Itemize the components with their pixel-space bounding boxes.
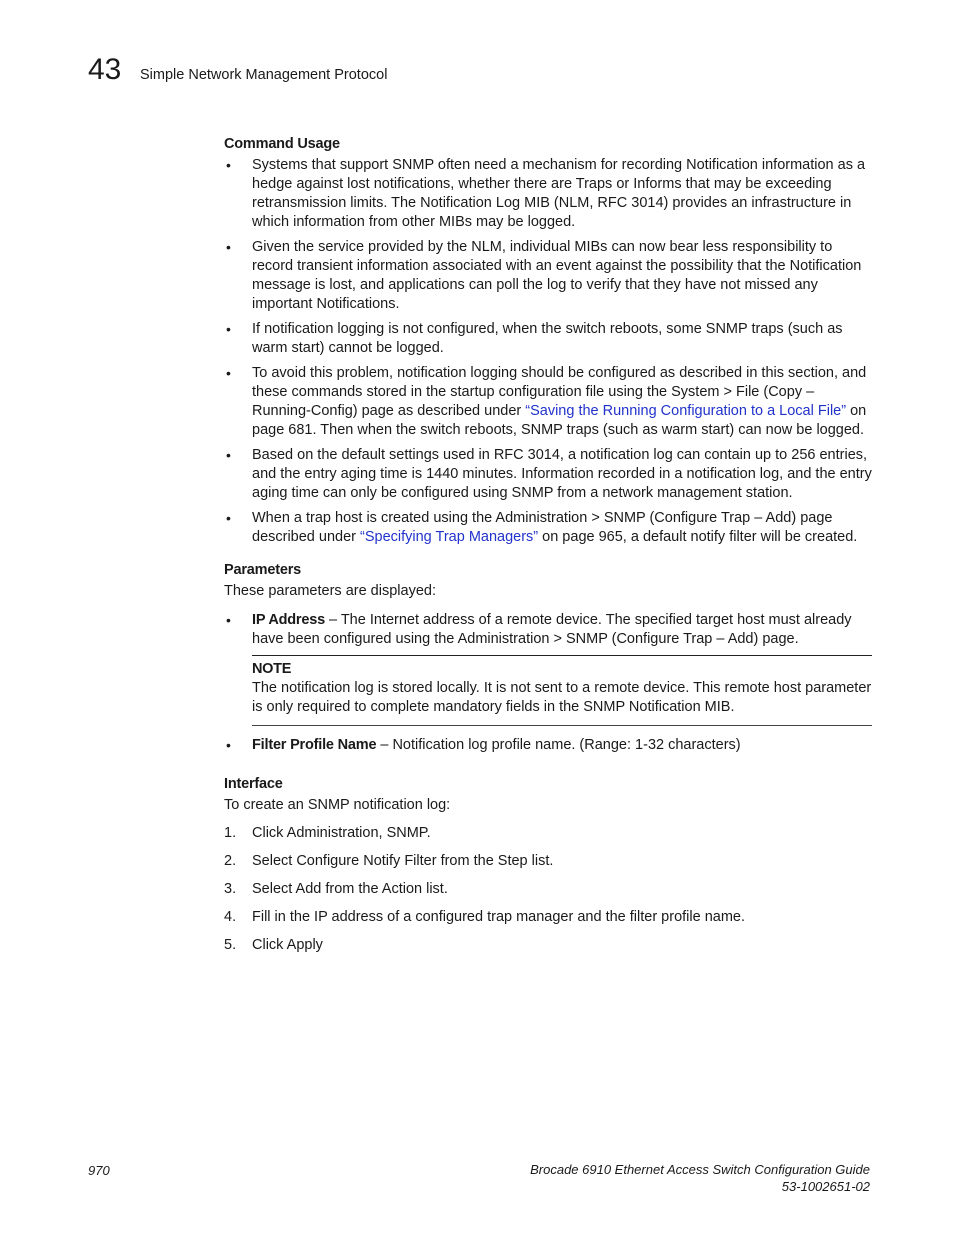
parameters-heading: Parameters [224, 562, 301, 578]
chapter-title: Simple Network Management Protocol [140, 67, 388, 83]
guide-title: Brocade 6910 Ethernet Access Switch Configuration Guide [530, 1162, 870, 1177]
interface-steps [224, 824, 872, 955]
link-specifying-trap-managers[interactable]: “Specifying Trap Managers” [360, 529, 539, 545]
parameters-intro: These parameters are displayed: [224, 583, 436, 599]
link-saving-running-config[interactable]: “Saving the Running Configuration to a Local File” [525, 403, 847, 419]
note-box [252, 655, 872, 726]
bullet-icon: • [226, 321, 231, 337]
list-item: • Filter Profile Name – Notification log profile name. (Range: 1-32 characters) [226, 737, 741, 753]
doc-number: 53-1002651-02 [781, 1179, 870, 1194]
footer-doc-info [530, 1161, 870, 1195]
bullet-icon: • [226, 510, 231, 526]
chapter-number: 43 [88, 53, 122, 86]
command-usage-list [224, 156, 872, 547]
note-label: NOTE [252, 661, 292, 677]
parameters-list [224, 611, 872, 649]
list-item: • When a trap host is created using the Administration > SNMP (Configure Trap – Add) page described under “Specifying Trap Managers” on page 965, a default notify filter will be created. [226, 510, 858, 545]
bullet-icon: • [226, 239, 231, 255]
interface-intro: To create an SNMP notification log: [224, 797, 451, 813]
list-item: 1. Click Administration, SNMP. [224, 825, 431, 841]
bullet-icon: • [226, 612, 231, 628]
bullet-icon: • [226, 157, 231, 173]
list-item: • If notification logging is not configured, when the switch reboots, some SNMP traps (such as warm start) cannot be logged. [226, 321, 843, 356]
parameters-list-continued [224, 736, 872, 755]
list-item: • Based on the default settings used in RFC 3014, a notification log can contain up to 256 entries, and the entry aging time is 1440 minutes. Information recorded in a notification log, and the entry aging time can only be configured using SNMP from a network management station. [226, 447, 872, 501]
list-item: • Given the service provided by the NLM, individual MIBs can now bear less responsibility to record transient information associated with an event against the possibility that the Notification message is lost, and applications can poll the log to verify that they have not missed any important Notifications. [226, 239, 862, 312]
param-term: Filter Profile Name [252, 737, 377, 753]
list-item: • To avoid this problem, notification logging should be configured as described in this section, and these commands stored in the startup configuration file using the System > File (Copy – Running-Config) page as described under “Saving the Running Configuration to a Local File” on page 681. Then when the switch reboots, SNMP traps (such as warm start) can now be logged. [226, 365, 867, 438]
list-item: 5. Click Apply [224, 937, 323, 953]
page-content [224, 135, 872, 964]
list-item: • Systems that support SNMP often need a mechanism for recording Notification information as a hedge against lost notifications, whether there are Traps or Informs that may be exceeding retransmission limits. The Notification Log MIB (NLM, RFC 3014) provides an infrastructure in which information from other MIBs may be logged. [226, 157, 866, 230]
note-text: The notification log is stored locally. It is not sent to a remote device. This remote host parameter is only required to complete mandatory fields in the SNMP Notification MIB. [252, 680, 872, 715]
list-item: 4. Fill in the IP address of a configured trap manager and the filter profile name. [224, 909, 746, 925]
page-number: 970 [88, 1163, 110, 1178]
bullet-icon: • [226, 737, 231, 753]
list-item: 2. Select Configure Notify Filter from the Step list. [224, 853, 554, 869]
param-term: IP Address [252, 612, 325, 628]
command-usage-heading: Command Usage [224, 136, 340, 152]
list-item: 3. Select Add from the Action list. [224, 881, 448, 897]
list-item: • IP Address – The Internet address of a remote device. The specified target host must already have been configured using the Administration > SNMP (Configure Trap – Add) page. [226, 612, 852, 647]
bullet-icon: • [226, 365, 231, 381]
bullet-icon: • [226, 447, 231, 463]
interface-heading: Interface [224, 776, 283, 792]
